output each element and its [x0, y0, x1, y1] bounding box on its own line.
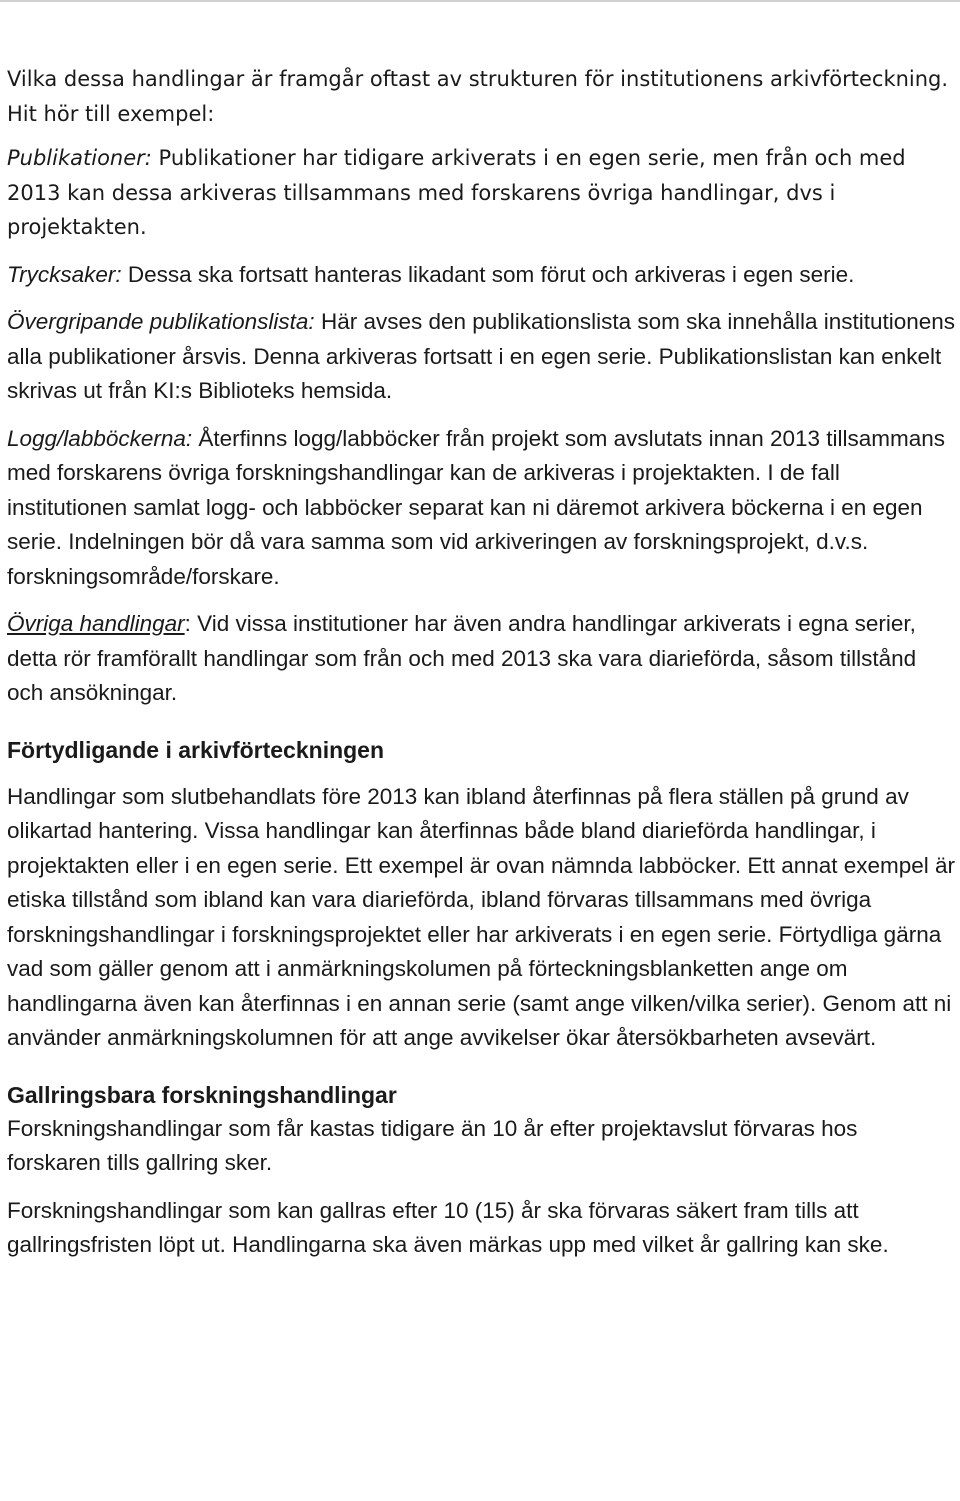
item-term: Logg/labböckerna: — [7, 425, 193, 451]
section-heading-fortydligande: Förtydligande i arkivförteckningen — [7, 736, 385, 763]
item-text: Publikationer har tidigare arkiverats i en egen serie, men från och med 2013 kan dessa arkiveras tillsammans med forskarens övriga handlingar, dvs i projektakten. — [7, 146, 906, 239]
section-heading-gallringsbara: Gallringsbara forskningshandlingar — [7, 1081, 397, 1108]
item-labbocker — [7, 422, 957, 595]
item-term: Trycksaker: — [7, 261, 122, 287]
item-text: Dessa ska fortsatt hanteras likadant som förut och arkiveras i egen serie. — [121, 261, 855, 287]
item-term: Övriga handlingar — [7, 611, 185, 636]
item-text: : Vid vissa institutioner har även andra handlingar arkiverats i egna serier, detta rör framförallt handlingar som från och med 2013 ska vara diarieförda, såsom tillstånd och ansökningar. — [7, 611, 917, 705]
item-text: Återfinns logg/labböcker från projekt som avslutats innan 2013 tillsammans med forskarens övriga forskningshandlingar kan de arkiveras i projektakten. I de fall institutionen samlat logg- och labböcker separat kan ni däremot arkivera böckerna i en egen serie. Indelningen bör då vara samma som vid arkiveringen av forskningsprojekt, d.v.s. forskningsområde/forskare. — [7, 425, 946, 589]
item-publikationer — [7, 141, 957, 245]
item-trycksaker — [7, 258, 957, 293]
gallring-paragraph-2: Forskningshandlingar som kan gallras efter 10 (15) år ska förvaras säkert fram tills att gallringsfristen löpt ut. Handlingarna ska även märkas upp med vilket år gallring kan ske. — [7, 1197, 889, 1257]
item-ovriga-handlingar — [7, 607, 957, 711]
item-term: Övergripande publikationslista: — [7, 309, 315, 334]
item-term: Publikationer: — [7, 146, 152, 170]
page-top-rule — [0, 0, 960, 2]
item-text: Här avses den publikationslista som ska innehålla institutionens alla publikationer årsvis. Denna arkiveras fortsatt i en egen serie. Publikationslistan kan enkelt skrivas ut från KI:s Biblioteks hemsida. — [7, 309, 956, 403]
gallring-paragraph-1: Forskningshandlingar som får kastas tidigare än 10 år efter projektavslut förvaras hos forskaren tills gallring sker. — [7, 1115, 858, 1175]
item-publikationslista — [7, 305, 957, 409]
intro-paragraph: Vilka dessa handlingar är framgår oftast av strukturen för institutionens arkivförteckning. Hit hör till exempel: — [7, 67, 949, 126]
section-body-fortydligande: Handlingar som slutbehandlats före 2013 kan ibland återfinnas på flera ställen på grund av olikartad hantering. Vissa handlingar kan återfinnas både bland diarieförda handlingar, i projektakten eller i en egen serie. Ett exempel är ovan nämnda labböcker. Ett annat exempel är etiska tillstånd som ibland kan vara diarieförda, ibland förvaras tillsammans med övriga forskningshandlingar i forskningsprojektet eller har arkiverats i en egen serie. Förtydliga gärna vad som gäller genom att i anmärkningskolumen på förteckningsblanketten ange om handlingarna även kan återfinnas i en annan serie (samt ange vilken/vilka serier). Genom att ni använder anmärkningskolumnen för att ange avvikelser ökar återsökbarheten avsevärt. — [7, 783, 956, 1050]
document-page — [7, 62, 957, 1263]
